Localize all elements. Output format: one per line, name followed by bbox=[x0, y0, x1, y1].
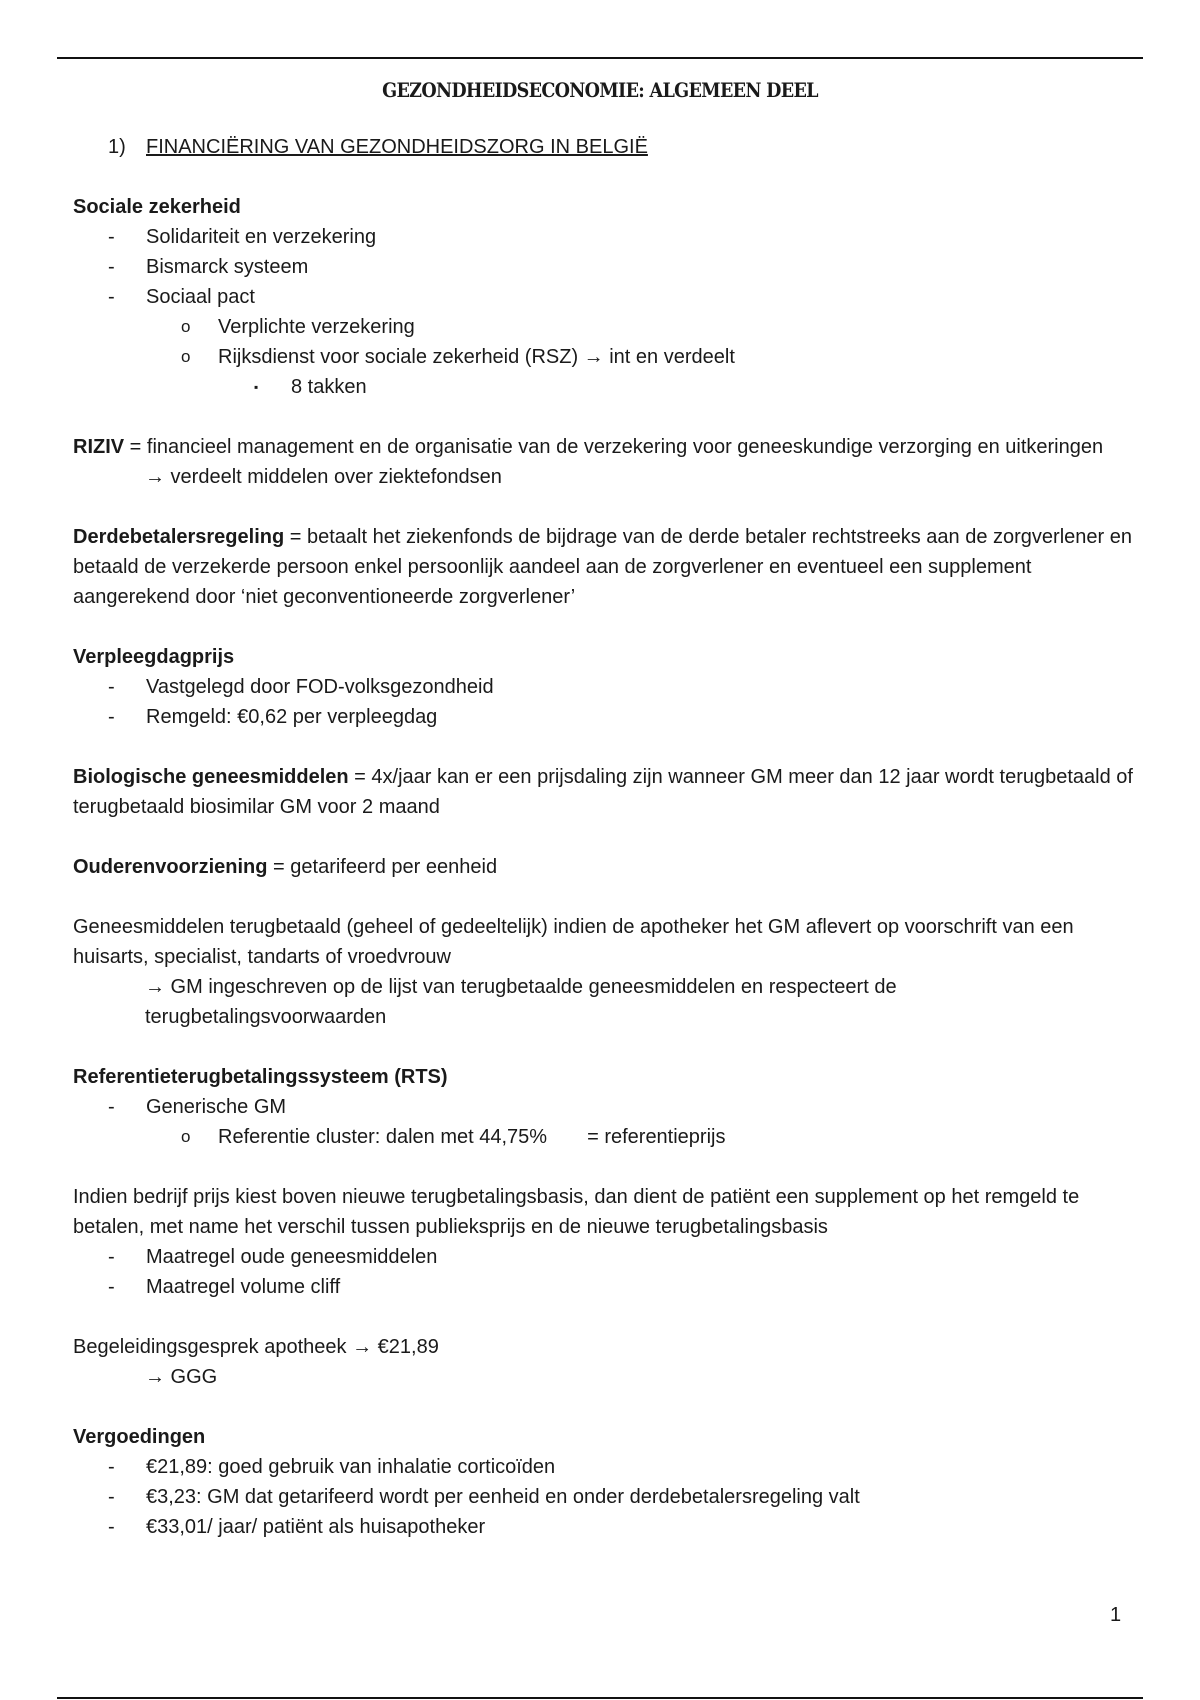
list-item: - €3,23: GM dat getarifeerd wordt per eenheid en onder derdebetalersregeling valt bbox=[73, 1482, 1133, 1512]
section-title: FINANCIËRING VAN GEZONDHEIDSZORG IN BELGIË bbox=[146, 136, 648, 158]
dash-bullet: - bbox=[108, 256, 115, 278]
circle-bullet: o bbox=[181, 1127, 191, 1146]
list-item: - Bismarck systeem bbox=[73, 252, 1133, 282]
dash-bullet: - bbox=[108, 1276, 115, 1298]
sub-list-item: o Referentie cluster: dalen met 44,75% = referentieprijs bbox=[73, 1122, 1133, 1152]
top-rule bbox=[57, 57, 1143, 59]
riziv-note: → verdeelt middelen over ziektefondsen bbox=[145, 466, 502, 488]
circle-bullet: o bbox=[181, 347, 191, 366]
indien-paragraph: Indien bedrijf prijs kiest boven nieuwe terugbetalingsbasis, dan dient de patiënt een supplement op het remgeld te betalen, met name het verschil tussen publieksprijs en de nieuwe terugbetalingsbasis bbox=[73, 1186, 1080, 1238]
list-item: - Remgeld: €0,62 per verpleegdag bbox=[73, 702, 1133, 732]
dash-bullet: - bbox=[108, 1516, 115, 1538]
list-item: - Maatregel oude geneesmiddelen bbox=[73, 1242, 1133, 1272]
list-item: - Solidariteit en verzekering bbox=[73, 222, 1133, 252]
geneesmiddelen-paragraph: Geneesmiddelen terugbetaald (geheel of gedeeltelijk) indien de apotheker het GM aflevert op voorschrift van een huisarts, specialist, tandarts of vroedvrouw bbox=[73, 916, 1074, 968]
bottom-rule bbox=[57, 1697, 1143, 1699]
sub-list-item: o Rijksdienst voor sociale zekerheid (RSZ) → int en verdeelt bbox=[73, 342, 1133, 372]
riziv-definition: RIZIV = financieel management en de organisatie van de verzekering voor geneeskundige verzorging en uitkeringen bbox=[73, 436, 1104, 458]
list-item: - Maatregel volume cliff bbox=[73, 1272, 1133, 1302]
dash-bullet: - bbox=[108, 676, 115, 698]
document-body bbox=[73, 132, 1133, 1542]
subsub-list-item: ▪ 8 takken bbox=[73, 372, 1133, 402]
dash-bullet: - bbox=[108, 1246, 115, 1268]
circle-bullet: o bbox=[181, 317, 191, 336]
dash-bullet: - bbox=[108, 706, 115, 728]
list-item: - €33,01/ jaar/ patiënt als huisapotheker bbox=[73, 1512, 1133, 1542]
dash-bullet: - bbox=[108, 226, 115, 248]
heading-sociale-zekerheid: Sociale zekerheid bbox=[73, 196, 241, 218]
section-heading bbox=[73, 132, 1133, 162]
page-number: 1 bbox=[1110, 1604, 1122, 1626]
ouderen-definition: Ouderenvoorziening = getarifeerd per eenheid bbox=[73, 856, 498, 878]
square-bullet: ▪ bbox=[254, 380, 259, 394]
dash-bullet: - bbox=[108, 1486, 115, 1508]
section-number: 1) bbox=[108, 136, 126, 158]
geneesmiddelen-note: → GM ingeschreven op de lijst van terugbetaalde geneesmiddelen en respecteert de terugbetalingsvoorwaarden bbox=[145, 976, 897, 1028]
sub-list-item: o Verplichte verzekering bbox=[73, 312, 1133, 342]
begeleiding-line: Begeleidingsgesprek apotheek → €21,89 bbox=[73, 1336, 439, 1358]
biologische-definition: Biologische geneesmiddelen = 4x/jaar kan er een prijsdaling zijn wanneer GM meer dan 12 jaar wordt terugbetaald of terugbetaald biosimilar GM voor 2 maand bbox=[73, 766, 1133, 818]
begeleiding-note: → GGG bbox=[145, 1366, 218, 1388]
dash-bullet: - bbox=[108, 1096, 115, 1118]
list-item: - €21,89: goed gebruik van inhalatie corticoïden bbox=[73, 1452, 1133, 1482]
heading-vergoedingen: Vergoedingen bbox=[73, 1426, 206, 1448]
dash-bullet: - bbox=[108, 1456, 115, 1478]
list-item: - Sociaal pact bbox=[73, 282, 1133, 312]
heading-verpleegdagprijs: Verpleegdagprijs bbox=[73, 646, 235, 668]
heading-rts: Referentieterugbetalingssysteem (RTS) bbox=[73, 1066, 448, 1088]
dash-bullet: - bbox=[108, 286, 115, 308]
list-item: - Vastgelegd door FOD-volksgezondheid bbox=[73, 672, 1133, 702]
derdebetalers-definition: Derdebetalersregeling = betaalt het ziekenfonds de bijdrage van de derde betaler rechtstreeks aan de zorgverlener en betaald de verzekerde persoon enkel persoonlijk aandeel aan de zorgverlener en eventueel een supplement aangerekend door ‘niet geconventioneerde zorgverlener’ bbox=[73, 526, 1132, 608]
list-item: - Generische GM bbox=[73, 1092, 1133, 1122]
document-title: GEZONDHEIDSECONOMIE: ALGEMEEN DEEL bbox=[382, 78, 818, 102]
